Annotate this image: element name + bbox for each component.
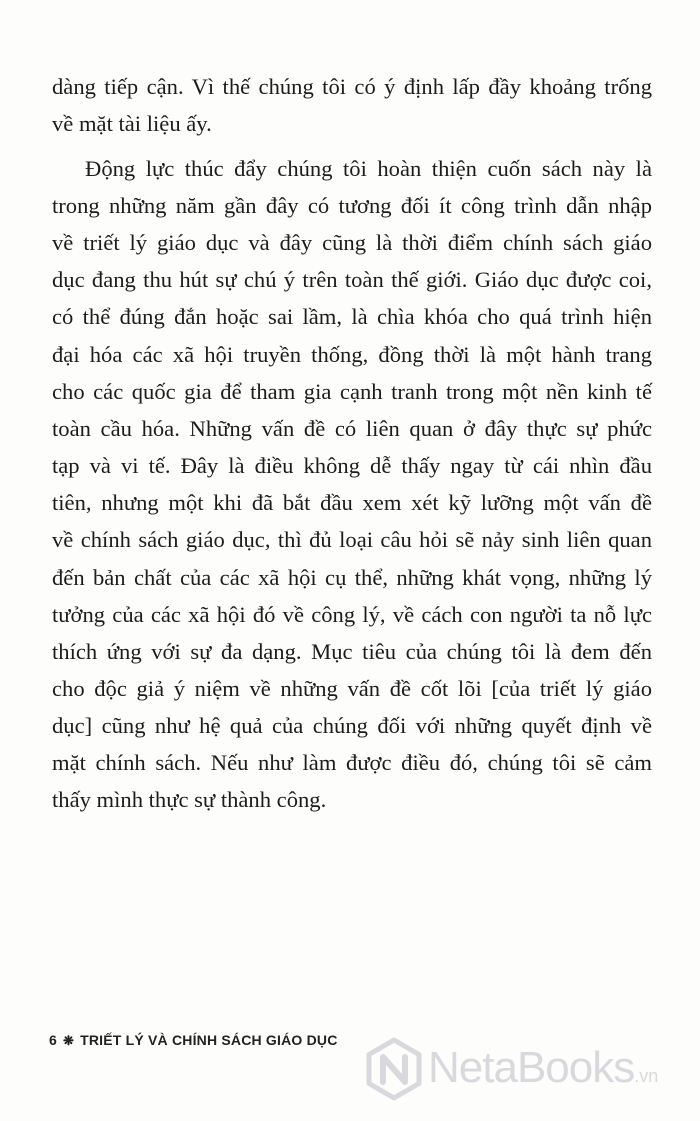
watermark-text bbox=[428, 1043, 658, 1093]
text-line: đến bản chất của các xã hội cụ thể, những khát vọng, những lý bbox=[52, 565, 652, 590]
text-line: tạp và vi tế. Đây là điều không dễ thấy ngay từ cái nhìn đầu bbox=[52, 453, 652, 478]
text-line: dục] cũng như hệ quả của chúng đối với những quyết định về bbox=[52, 713, 652, 738]
netabooks-n-logo-icon bbox=[362, 1037, 426, 1101]
page-footer bbox=[49, 1032, 338, 1049]
text-line: về mặt tài liệu ấy. bbox=[52, 111, 212, 136]
netabooks-watermark bbox=[358, 1035, 688, 1105]
text-line: về chính sách giáo dục, thì đủ loại câu hỏi sẽ nảy sinh liên quan bbox=[52, 527, 652, 552]
asterisk-ornament-icon: ❋ bbox=[63, 1033, 75, 1048]
text-line: tưởng của các xã hội đó về công lý, về cách con người ta nỗ lực bbox=[52, 602, 652, 627]
text-line: có thể đúng đắn hoặc sai lầm, là chìa khóa cho quá trình hiện bbox=[52, 304, 652, 329]
watermark-suffix: .vn bbox=[634, 1066, 659, 1086]
text-line: trong những năm gần đây có tương đối ít công trình dẫn nhập bbox=[52, 193, 652, 218]
text-line: về triết lý giáo dục và đây cũng là thời điểm chính sách giáo bbox=[52, 230, 652, 255]
text-line: thấy mình thực sự thành công. bbox=[52, 787, 327, 812]
text-line: dục đang thu hút sự chú ý trên toàn thế giới. Giáo dục được coi, bbox=[52, 267, 652, 292]
text-line: mặt chính sách. Nếu như làm được điều đó, chúng tôi sẽ cảm bbox=[52, 750, 652, 775]
text-line: đại hóa các xã hội truyền thống, đồng thời là một hành trang bbox=[52, 342, 652, 367]
page-number: 6 bbox=[49, 1032, 57, 1048]
text-line: thích ứng với sự đa dạng. Mục tiêu của chúng tôi là đem đến bbox=[52, 639, 652, 664]
text-line: toàn cầu hóa. Những vấn đề có liên quan ở đây thực sự phức bbox=[52, 416, 652, 441]
text-line: cho các quốc gia để tham gia cạnh tranh trong một nền kinh tế bbox=[52, 379, 652, 404]
text-line: tiên, nhưng một khi đã bắt đầu xem xét kỹ lưỡng một vấn đề bbox=[52, 490, 652, 515]
text-line: cho độc giả ý niệm về những vấn đề cốt lõi [của triết lý giáo bbox=[52, 676, 652, 701]
running-title: TRIẾT LÝ VÀ CHÍNH SÁCH GIÁO DỤC bbox=[80, 1032, 338, 1048]
text-line: Động lực thúc đẩy chúng tôi hoàn thiện cuốn sách này là bbox=[85, 156, 652, 181]
watermark-brand: NetaBooks bbox=[428, 1043, 635, 1092]
text-line: dàng tiếp cận. Vì thế chúng tôi có ý định lấp đầy khoảng trống bbox=[52, 74, 652, 99]
